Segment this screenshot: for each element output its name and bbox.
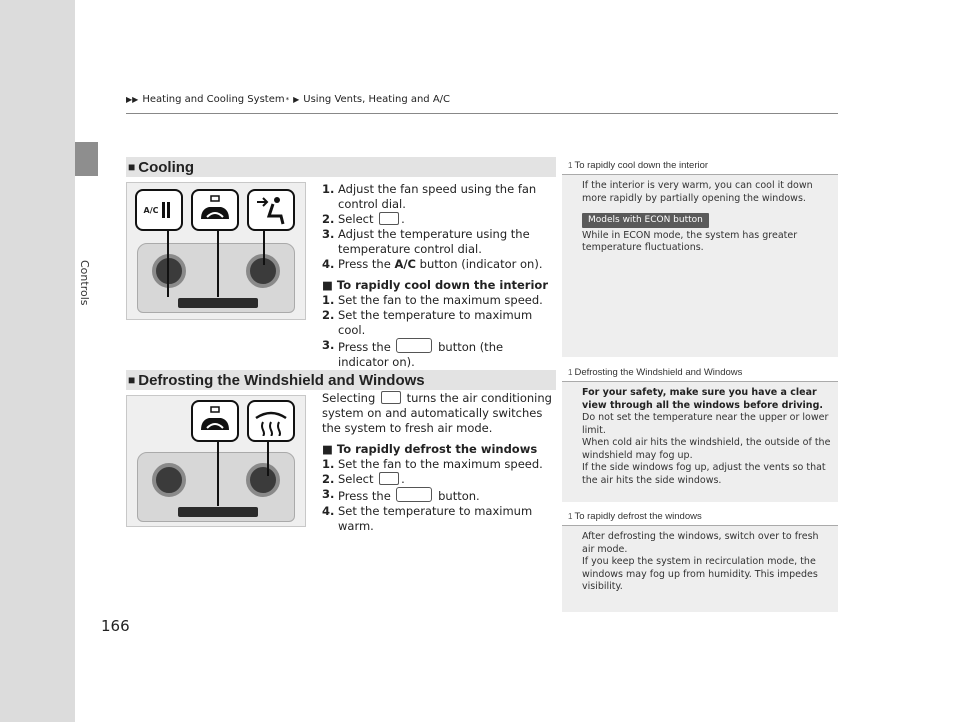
defrost-figure: [126, 395, 306, 527]
page-number: 166: [101, 617, 130, 635]
breadcrumb: [126, 94, 450, 105]
vent-mode-icon: [379, 212, 399, 225]
defrost-steps: [322, 391, 554, 534]
note-body: If the interior is very warm, you can cool it down more rapidly by partially opening the windows. Models with ECON button While in ECON mode, the system has greater temperature fluctuations.: [582, 180, 813, 253]
section-square-icon: ■: [128, 160, 136, 174]
windshield-defrost-icon: [381, 391, 401, 404]
cooling-figure: [126, 182, 306, 320]
side-tab-marker: [75, 142, 98, 176]
leader-line: [167, 227, 169, 297]
note-title: 1 Defrosting the Windshield and Windows: [562, 364, 838, 382]
cooling-heading-bar: [126, 157, 556, 177]
cooling-heading: Cooling: [138, 158, 195, 176]
button-strip: [178, 507, 258, 517]
note-rapid-defrost: [562, 508, 838, 612]
note-rapid-cool: [562, 157, 838, 357]
defrost-heading: Defrosting the Windshield and Windows: [138, 371, 425, 389]
econ-badge: Models with ECON button: [582, 213, 709, 228]
defrost-heading-bar: [126, 370, 556, 390]
button-strip: [178, 298, 258, 308]
step-row: 1. Set the fan to the maximum speed.: [322, 293, 543, 307]
note-defrost: [562, 364, 838, 502]
step-row: 3. Adjust the temperature using the temperature control dial.: [322, 227, 530, 256]
leader-line: [263, 227, 265, 265]
step-row: 2. Set the temperature to maximum cool.: [322, 308, 533, 337]
note-title: 1 To rapidly cool down the interior: [562, 157, 838, 175]
recirculation-icon: [197, 406, 233, 436]
step-row: 2. Select .: [322, 472, 405, 486]
windshield-defrost-icon: [253, 406, 289, 436]
step-row: 4. Set the temperature to maximum warm.: [322, 504, 533, 533]
step-row: 2. Select .: [322, 212, 405, 226]
breadcrumb-arrow-icon: ▶: [293, 95, 300, 104]
fan-dial: [152, 463, 186, 497]
ac-callout-label: A/C: [143, 205, 159, 215]
leader-line: [217, 227, 219, 297]
cooling-subheading: ■ To rapidly cool down the interior: [322, 278, 548, 292]
control-panel: [137, 452, 295, 522]
step-row: 3. Press the button.: [322, 487, 480, 503]
recirculation-button-callout: [191, 400, 239, 442]
leader-line: [217, 440, 219, 506]
note-body: For your safety, make sure you have a clear view through all the windows before driving. Do not set the temperature near the upper or lower limit. When cold air hits the windshield, the outside of the windshield may fog up. If the side windows fog up, adjust the vents so that the air hits the side windows.: [582, 387, 831, 486]
section-square-icon: ■: [128, 373, 136, 387]
step-row: 1. Set the fan to the maximum speed.: [322, 457, 543, 471]
leader-line: [267, 440, 269, 476]
recirculation-icon: [396, 487, 432, 502]
defrost-intro: Selecting turns the air conditioning system on and automatically switches the system to fresh air mode.: [322, 391, 552, 435]
header-rule: [126, 113, 838, 114]
defrost-button-callout: [247, 400, 295, 442]
ac-indicator-icon: [158, 200, 174, 220]
step-row: 3. Press the button (the indicator on).: [322, 338, 504, 369]
side-tab: [0, 0, 75, 722]
breadcrumb-arrow-icon: ▶▶: [126, 95, 139, 104]
recirculation-button-callout: [191, 189, 239, 231]
breadcrumb-part2[interactable]: Using Vents, Heating and A/C: [303, 94, 451, 105]
control-panel: [137, 243, 295, 313]
section-tab-label: Controls: [78, 260, 91, 306]
breadcrumb-part1[interactable]: Heating and Cooling System: [142, 94, 285, 105]
defrost-subheading: ■ To rapidly defrost the windows: [322, 442, 538, 456]
vent-mode-icon: [253, 194, 289, 226]
recirculation-icon: [197, 195, 233, 225]
note-title: 1 To rapidly defrost the windows: [562, 508, 838, 526]
cooling-steps: [322, 182, 554, 370]
fan-dial: [152, 254, 186, 288]
step-row: 4. Press the A/C button (indicator on).: [322, 257, 543, 271]
step-row: 1. Adjust the fan speed using the fan control dial.: [322, 182, 537, 211]
recirculation-icon: [396, 338, 432, 353]
mode-button-callout: [247, 189, 295, 231]
ac-button-callout: [135, 189, 183, 231]
windshield-defrost-icon: [379, 472, 399, 485]
temperature-dial: [246, 463, 280, 497]
note-body: After defrosting the windows, switch over to fresh air mode. If you keep the system in recirculation mode, the windows may fog up from humidity. This impedes visibility.: [582, 531, 819, 592]
breadcrumb-asterisk: *: [285, 95, 290, 104]
